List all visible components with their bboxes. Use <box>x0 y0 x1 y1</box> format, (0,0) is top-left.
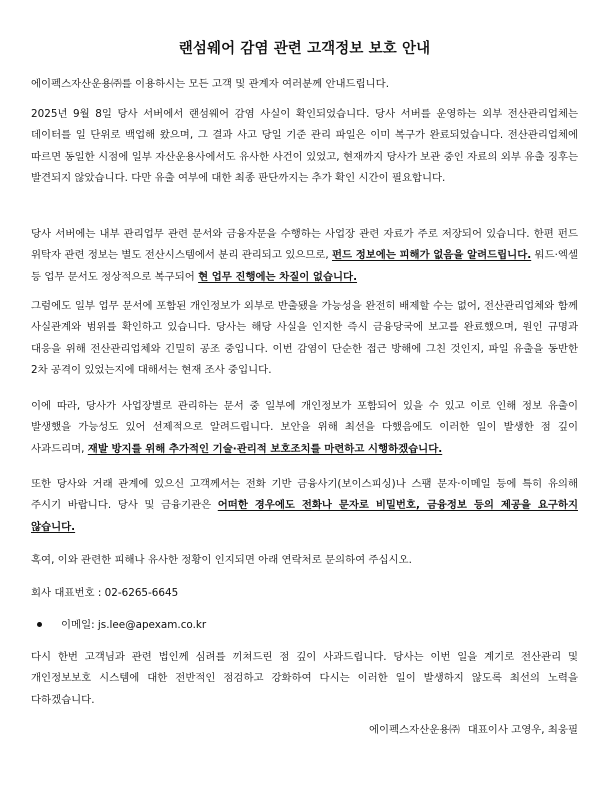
paragraph-closing: 다시 한번 고객님과 관련 법인께 심려를 끼쳐드린 점 깊이 사과드립니다. 당사는 이번 일을 계기로 전산관리 및 개인정보보호 시스템에 대한 전반적인 점검하고 강화하여 다시는 이러한 일이 발생하지 않도록 최선의 노력을 다하겠습니다. <box>31 651 578 706</box>
signature-company: 에이펙스자산운용㈜ <box>369 724 460 736</box>
fund-info-text-2: 워드·엑셀 등 업무 문서도 정상적으로 복구되어 <box>31 249 578 283</box>
contact-email: 이메일: js.lee@apexam.co.kr <box>61 619 207 631</box>
phishing-text: 또한 당사와 거래 관계에 있으신 고객께서는 전화 기반 금융사기(보이스피싱)나 스팸 문자·이메일 등에 특히 유의해 주시기 바랍니다. 당사 및 금융기관은 <box>31 478 578 512</box>
signature-representatives: 대표이사 고영우, 최웅필 <box>467 724 578 736</box>
paragraph-apology <box>31 396 578 460</box>
greeting-text: 에이펙스자산운용㈜를 이용하시는 모든 고객 및 관계자 여러분께 안내드립니다. <box>31 78 390 90</box>
paragraph-phishing-warning <box>31 474 578 538</box>
paragraph-investigation: 그럼에도 일부 업무 문서에 포함된 개인정보가 외부로 반출됐을 가능성을 완전히 배제할 수는 없어, 전산관리업체와 함께 사실관계와 범위를 확인하고 있습니다. 당사는 해당 사실을 인지한 즉시 금융당국에 보고를 완료했으며, 원인 규명과 대응을 위해 전산관리업체와 긴밀히 공조 중입니다. 이번 감염이 단순한 접근 방해에 그친 것인지, 파일 유출을 동반한 2차 공격이 있었는지에 대해서는 현재 조사 중입니다. <box>31 300 578 377</box>
fund-info-highlight: 펀드 정보에는 피해가 없음을 알려드립니다. <box>331 249 532 262</box>
page-title: 랜섬웨어 감염 관련 고객정보 보호 안내 <box>178 41 431 57</box>
paragraph-incident: 2025년 9월 8일 당사 서버에서 랜섬웨어 감염 사실이 확인되었습니다. 당사 서버를 운영하는 외부 전산관리업체는 데이터를 일 단위로 백업해 왔으며, 그 결과 사고 당일 기준 관리 파일은 이미 복구가 완료되었습니다. 전산관리업체에 따르면 동일한 시점에 일부 자산운용사에서도 유사한 사건이 있었고, 현재까지 당사가 보관 중인 자료의 외부 유출 징후는 발견되지 않았습니다. 다만 유출 여부에 대한 최종 판단까지는 추가 확인 시간이 필요합니다. <box>31 108 578 185</box>
business-continuity-highlight: 현 업무 진행에는 차질이 없습니다. <box>198 270 358 283</box>
contact-intro-text: 혹여, 이와 관련한 피해나 유사한 정황이 인지되면 아래 연락처로 문의하여 주십시오. <box>31 554 412 566</box>
prevention-highlight: 재발 방지를 위해 추가적인 기술·관리적 보호조치를 마련하고 시행하겠습니다. <box>87 442 443 455</box>
bullet-icon <box>37 622 42 627</box>
company-phone: 회사 대표번호 : 02-6265-6645 <box>31 587 179 599</box>
fund-info-text-1: 당사 서버에는 내부 관리업무 관련 문서와 금융자문을 수행하는 사업장 관련 자료가 주로 저장되어 있습니다. 한편 펀드 위탁자 관련 정보는 별도 전산시스템에서 분리 관리되고 있으므로, <box>31 228 578 262</box>
no-request-highlight: 어떠한 경우에도 전화나 문자로 비밀번호, 금융정보 등의 제공을 요구하지 않습니다. <box>31 499 578 533</box>
paragraph-fund-info <box>31 224 578 288</box>
apology-text: 이에 따라, 당사가 사업장별로 관리하는 문서 중 일부에 개인정보가 포함되어 있을 수 있고 이로 인해 정보 유출이 발생했을 가능성도 있어 선제적으로 알려드립니다. 보안을 위해 최선을 다했음에도 이러한 일이 발생한 점 깊이 사과드리며, <box>31 400 578 455</box>
email-list-item <box>37 615 206 636</box>
signature-line <box>369 720 578 741</box>
